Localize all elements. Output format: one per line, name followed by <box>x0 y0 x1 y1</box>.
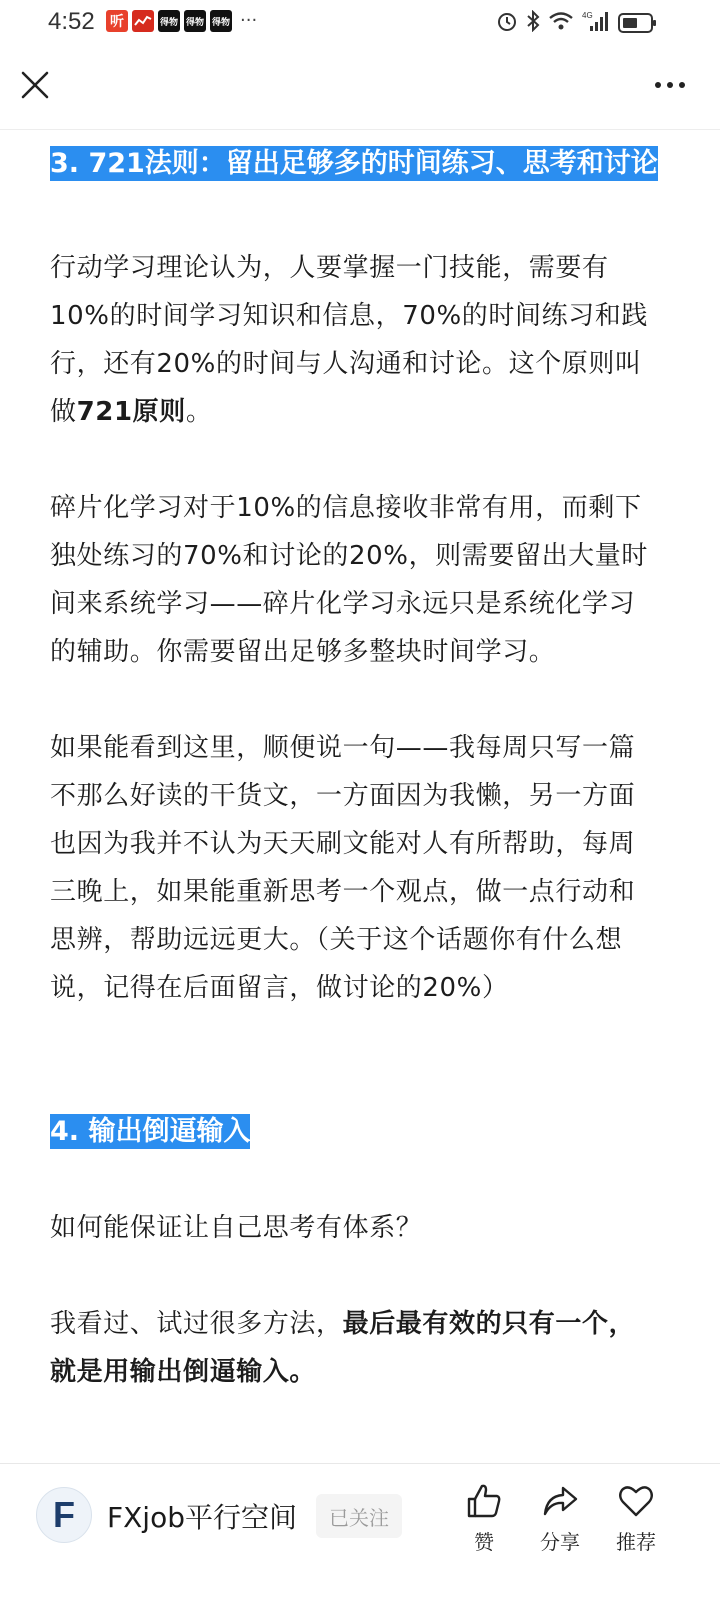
paragraph-fragmented-learning: 碎片化学习对于10%的信息接收非常有用，而剩下独处练习的70%和讨论的20%，则需要留出大量时间来系统学习——碎片化学习永远只是系统化学习的辅助。你需要留出足够多整块时间学习。 <box>50 493 648 667</box>
heart-icon <box>617 1482 655 1520</box>
paragraph-text: 我看过、试过很多方法， <box>50 1309 343 1339</box>
paragraph-text: 。 <box>185 397 213 427</box>
alarm-icon <box>496 10 518 32</box>
section-heading-3 <box>50 140 660 188</box>
video-app-icon: 得物 <box>184 10 206 32</box>
paragraph-output-input <box>50 1300 660 1396</box>
share-label: 分享 <box>540 1530 580 1554</box>
video-app-icon: 得物 <box>158 10 180 32</box>
bluetooth-icon <box>526 10 540 32</box>
recommend-label: 推荐 <box>616 1530 656 1554</box>
close-button[interactable] <box>18 68 52 102</box>
more-options-button[interactable] <box>650 74 690 96</box>
video-app-icon: 得物 <box>210 10 232 32</box>
author-avatar[interactable]: F <box>36 1487 92 1543</box>
cellular-signal-icon <box>582 10 608 32</box>
section-heading-4 <box>50 1108 660 1156</box>
follow-button[interactable]: 已关注 <box>316 1494 402 1538</box>
recommend-button[interactable] <box>606 1482 666 1555</box>
bold-text: 最后最有效的只有一个，就是用输出倒逼输入。 <box>50 1309 636 1387</box>
status-bar <box>0 0 720 44</box>
system-icons <box>496 10 608 32</box>
like-button[interactable] <box>454 1482 514 1555</box>
bold-text: 721原则 <box>76 397 186 427</box>
bottom-action-bar <box>0 1463 720 1600</box>
share-icon <box>541 1482 579 1520</box>
svg-text:4G: 4G <box>582 11 593 20</box>
stock-app-icon <box>132 10 154 32</box>
close-icon <box>18 68 52 102</box>
wifi-icon <box>548 10 574 32</box>
thumbs-up-icon <box>465 1482 503 1520</box>
top-nav <box>0 44 720 130</box>
more-icon <box>655 82 661 88</box>
status-time: 4:52 <box>48 8 95 35</box>
author-name[interactable]: FXjob平行空间 <box>107 1501 297 1534</box>
ting-app-icon: 听 <box>106 10 128 32</box>
article-body <box>50 140 660 1396</box>
section-heading-3-text: 3. 721法则：留出足够多的时间练习、思考和讨论 <box>50 148 658 179</box>
paragraph-question: 如何能保证让自己思考有体系？ <box>50 1213 423 1243</box>
paragraph-721-rule <box>50 244 660 436</box>
like-label: 赞 <box>474 1530 494 1554</box>
battery-icon <box>618 12 658 38</box>
more-notifications-icon: ··· <box>240 10 258 31</box>
share-button[interactable] <box>530 1482 590 1555</box>
section-heading-4-text: 4. 输出倒逼输入 <box>50 1116 251 1147</box>
paragraph-text: 行动学习理论认为，人要掌握一门技能，需要有10%的时间学习知识和信息，70%的时间练习和践行，还有20%的时间与人沟通和讨论。这个原则叫做 <box>50 253 648 427</box>
notification-icons <box>106 10 257 32</box>
paragraph-author-note: 如果能看到这里，顺便说一句——我每周只写一篇不那么好读的干货文，一方面因为我懒，另一方面也因为我并不认为天天刷文能对人有所帮助，每周三晚上，如果能重新思考一个观点，做一点行动和思辨，帮助远远更大。（关于这个话题你有什么想说，记得在后面留言，做讨论的20%） <box>50 733 636 1003</box>
